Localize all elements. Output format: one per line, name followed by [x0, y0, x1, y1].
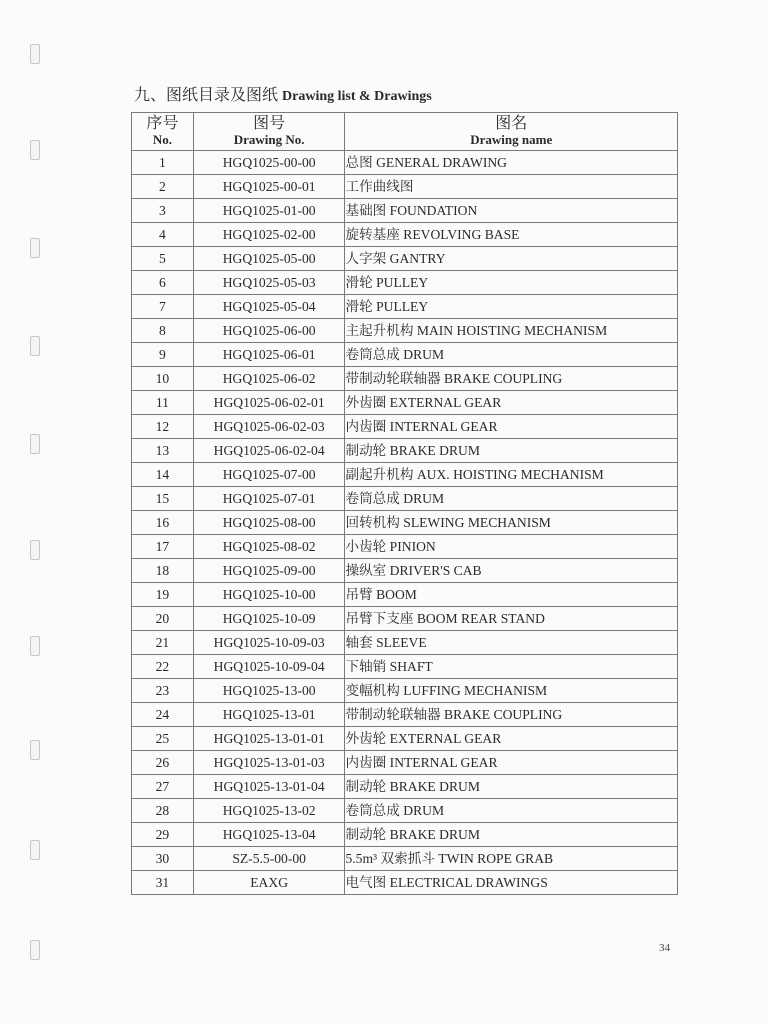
binder-hole [30, 740, 40, 760]
drawing-name: 外齿轮 EXTERNAL GEAR [345, 727, 678, 751]
binder-hole [30, 540, 40, 560]
section-heading-zh: 九、图纸目录及图纸 [134, 87, 279, 104]
header-no-en: No. [152, 132, 172, 147]
row-number: 2 [132, 175, 194, 199]
drawing-name: 外齿圈 EXTERNAL GEAR [345, 391, 678, 415]
row-number: 17 [132, 535, 194, 559]
drawing-number: HGQ1025-10-09 [193, 607, 345, 631]
drawing-number: HGQ1025-10-00 [193, 583, 345, 607]
drawing-name: 操纵室 DRIVER'S CAB [345, 559, 678, 583]
row-number: 23 [132, 679, 194, 703]
table-row [132, 223, 678, 247]
table-row [132, 295, 678, 319]
drawing-name: 工作曲线图 [345, 175, 678, 199]
drawing-number: HGQ1025-05-00 [193, 247, 345, 271]
drawing-name: 小齿轮 PINION [345, 535, 678, 559]
drawing-number: HGQ1025-13-02 [193, 799, 345, 823]
drawing-number: HGQ1025-00-00 [193, 151, 345, 175]
drawing-number: HGQ1025-06-02-01 [193, 391, 345, 415]
table-row [132, 319, 678, 343]
drawing-name: 带制动轮联轴器 BRAKE COUPLING [345, 367, 678, 391]
row-number: 8 [132, 319, 194, 343]
table-row [132, 823, 678, 847]
drawing-name: 变幅机构 LUFFING MECHANISM [345, 679, 678, 703]
row-number: 18 [132, 559, 194, 583]
drawing-name: 滑轮 PULLEY [345, 295, 678, 319]
drawing-number: HGQ1025-13-01-04 [193, 775, 345, 799]
drawing-name: 滑轮 PULLEY [345, 271, 678, 295]
drawing-name: 下轴销 SHAFT [345, 655, 678, 679]
table-row [132, 727, 678, 751]
section-heading-en: Drawing list & Drawings [282, 89, 432, 104]
drawing-number: HGQ1025-07-01 [193, 487, 345, 511]
drawing-name: 吊臂 BOOM [345, 583, 678, 607]
row-number: 25 [132, 727, 194, 751]
table-row [132, 487, 678, 511]
binder-hole [30, 940, 40, 960]
table-row [132, 247, 678, 271]
header-drawing-no [193, 113, 345, 151]
drawing-number: HGQ1025-09-00 [193, 559, 345, 583]
row-number: 7 [132, 295, 194, 319]
table-row [132, 415, 678, 439]
drawing-number: HGQ1025-08-02 [193, 535, 345, 559]
row-number: 3 [132, 199, 194, 223]
table-row [132, 775, 678, 799]
page-number: 34 [659, 942, 670, 954]
table-row [132, 439, 678, 463]
table-row [132, 607, 678, 631]
row-number: 31 [132, 871, 194, 895]
drawing-name: 吊臂下支座 BOOM REAR STAND [345, 607, 678, 631]
drawing-name: 制动轮 BRAKE DRUM [345, 439, 678, 463]
drawing-name: 内齿圈 INTERNAL GEAR [345, 751, 678, 775]
row-number: 16 [132, 511, 194, 535]
table-row [132, 511, 678, 535]
header-drawing-no-en: Drawing No. [233, 132, 305, 147]
drawing-name: 5.5m³ 双索抓斗 TWIN ROPE GRAB [345, 847, 678, 871]
table-row [132, 535, 678, 559]
table-header-row [132, 113, 678, 151]
row-number: 20 [132, 607, 194, 631]
drawing-name: 基础图 FOUNDATION [345, 199, 678, 223]
row-number: 29 [132, 823, 194, 847]
drawing-name: 人字架 GANTRY [345, 247, 678, 271]
table-row [132, 151, 678, 175]
drawing-name: 卷筒总成 DRUM [345, 799, 678, 823]
header-no [132, 113, 194, 151]
table-row [132, 583, 678, 607]
binder-hole [30, 44, 40, 64]
drawing-name: 带制动轮联轴器 BRAKE COUPLING [345, 703, 678, 727]
row-number: 21 [132, 631, 194, 655]
drawing-number: HGQ1025-10-09-04 [193, 655, 345, 679]
row-number: 22 [132, 655, 194, 679]
row-number: 15 [132, 487, 194, 511]
table-row [132, 463, 678, 487]
drawing-name: 总图 GENERAL DRAWING [345, 151, 678, 175]
table-row [132, 871, 678, 895]
drawing-number: HGQ1025-06-00 [193, 319, 345, 343]
drawing-number: HGQ1025-13-00 [193, 679, 345, 703]
drawing-name: 卷筒总成 DRUM [345, 487, 678, 511]
binder-hole [30, 140, 40, 160]
row-number: 12 [132, 415, 194, 439]
drawing-number: SZ-5.5-00-00 [193, 847, 345, 871]
row-number: 11 [132, 391, 194, 415]
drawing-number: HGQ1025-07-00 [193, 463, 345, 487]
drawing-number: HGQ1025-06-02-04 [193, 439, 345, 463]
row-number: 6 [132, 271, 194, 295]
drawing-number: HGQ1025-08-00 [193, 511, 345, 535]
drawing-number: HGQ1025-13-01 [193, 703, 345, 727]
drawing-name: 轴套 SLEEVE [345, 631, 678, 655]
drawing-number: EAXG [193, 871, 345, 895]
section-heading [134, 82, 432, 105]
header-drawing-name [345, 113, 678, 151]
table-row [132, 679, 678, 703]
row-number: 10 [132, 367, 194, 391]
table-row [132, 799, 678, 823]
row-number: 27 [132, 775, 194, 799]
drawing-number: HGQ1025-01-00 [193, 199, 345, 223]
table-row [132, 343, 678, 367]
drawing-number: HGQ1025-13-01-03 [193, 751, 345, 775]
table-row [132, 175, 678, 199]
row-number: 9 [132, 343, 194, 367]
drawing-name: 卷筒总成 DRUM [345, 343, 678, 367]
drawing-number: HGQ1025-10-09-03 [193, 631, 345, 655]
drawing-name: 回转机构 SLEWING MECHANISM [345, 511, 678, 535]
binder-hole [30, 336, 40, 356]
row-number: 5 [132, 247, 194, 271]
drawing-number: HGQ1025-13-04 [193, 823, 345, 847]
drawing-number: HGQ1025-05-03 [193, 271, 345, 295]
drawing-number: HGQ1025-06-02 [193, 367, 345, 391]
binder-hole [30, 238, 40, 258]
table-row [132, 391, 678, 415]
drawing-name: 内齿圈 INTERNAL GEAR [345, 415, 678, 439]
drawing-name: 旋转基座 REVOLVING BASE [345, 223, 678, 247]
table-row [132, 655, 678, 679]
drawing-number: HGQ1025-06-01 [193, 343, 345, 367]
drawing-name: 制动轮 BRAKE DRUM [345, 775, 678, 799]
table-row [132, 847, 678, 871]
row-number: 26 [132, 751, 194, 775]
header-drawing-no-zh: 图号 [253, 115, 286, 132]
row-number: 28 [132, 799, 194, 823]
binder-hole [30, 636, 40, 656]
drawing-list-table [131, 112, 678, 895]
binder-hole [30, 840, 40, 860]
table-row [132, 367, 678, 391]
row-number: 19 [132, 583, 194, 607]
drawing-number: HGQ1025-06-02-03 [193, 415, 345, 439]
drawing-number: HGQ1025-13-01-01 [193, 727, 345, 751]
header-no-zh: 序号 [146, 115, 179, 132]
row-number: 14 [132, 463, 194, 487]
row-number: 30 [132, 847, 194, 871]
drawing-name: 副起升机构 AUX. HOISTING MECHANISM [345, 463, 678, 487]
row-number: 24 [132, 703, 194, 727]
row-number: 1 [132, 151, 194, 175]
header-drawing-name-en: Drawing name [470, 132, 553, 147]
drawing-name: 主起升机构 MAIN HOISTING MECHANISM [345, 319, 678, 343]
drawing-number: HGQ1025-02-00 [193, 223, 345, 247]
drawing-name: 制动轮 BRAKE DRUM [345, 823, 678, 847]
table-row [132, 559, 678, 583]
table-row [132, 271, 678, 295]
header-drawing-name-zh: 图名 [495, 115, 528, 132]
table-row [132, 199, 678, 223]
drawing-name: 电气图 ELECTRICAL DRAWINGS [345, 871, 678, 895]
drawing-number: HGQ1025-00-01 [193, 175, 345, 199]
table-row [132, 751, 678, 775]
row-number: 13 [132, 439, 194, 463]
binder-hole [30, 434, 40, 454]
drawing-number: HGQ1025-05-04 [193, 295, 345, 319]
row-number: 4 [132, 223, 194, 247]
table-row [132, 703, 678, 727]
table-row [132, 631, 678, 655]
